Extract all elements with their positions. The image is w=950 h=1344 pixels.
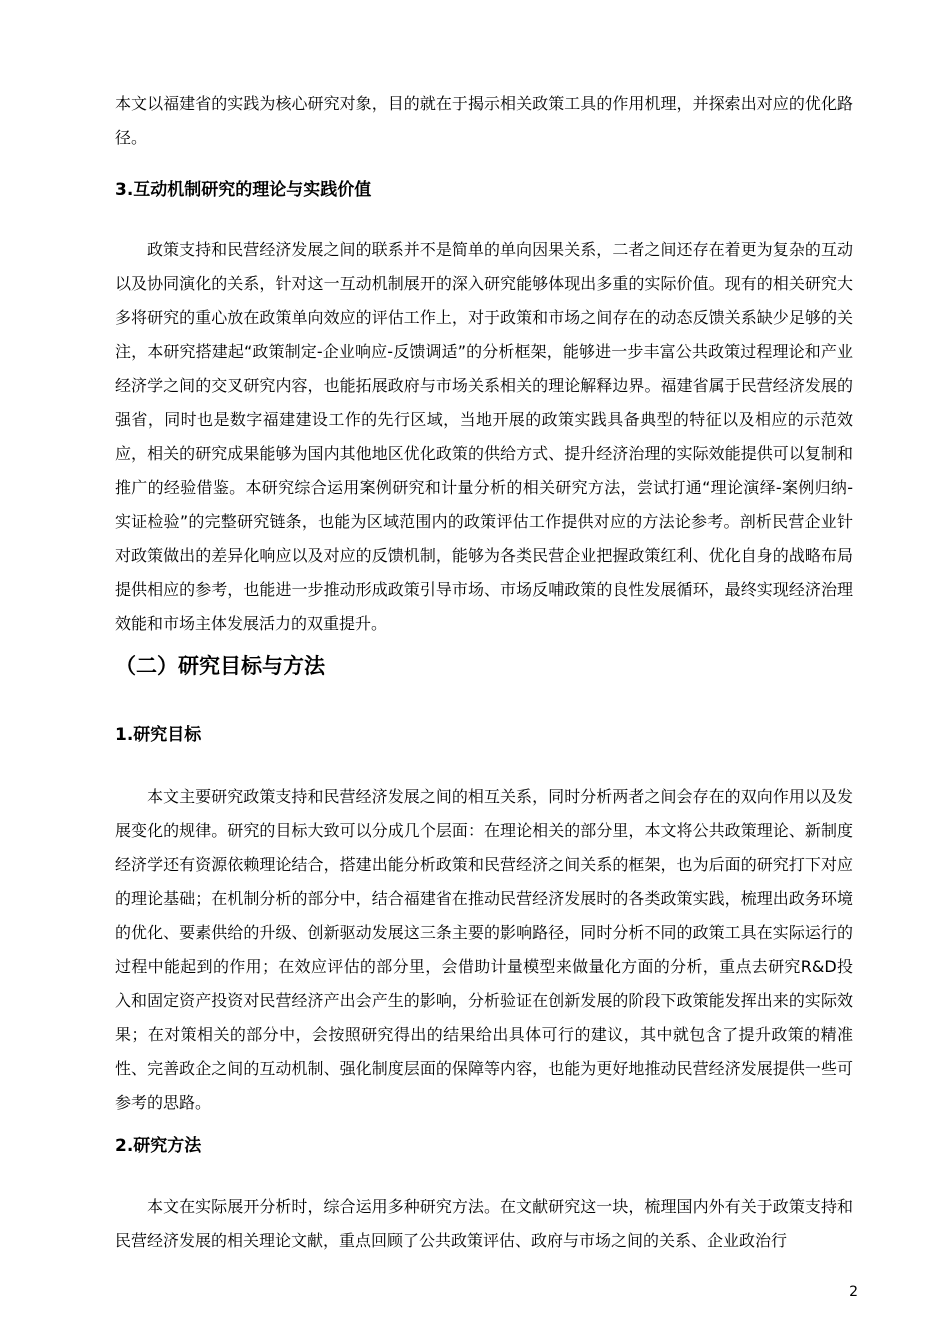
section-two-heading: （二）研究目标与方法: [115, 654, 325, 678]
section3-heading: 3.互动机制研究的理论与实践价值: [115, 180, 372, 200]
subsection1-heading: 1.研究目标: [115, 725, 202, 745]
section3-paragraph: 政策支持和民营经济发展之间的联系并不是简单的单向因果关系，二者之间还存在着更为复杂的互动以及协同演化的关系，针对这一互动机制展开的深入研究能够体现出多重的实际价值。现有的相关研究大多将研究的重心放在政策单向效应的评估工作上，对于政策和市场之间存在的动态反馈关系缺少足够的关注，本研究搭建起“政策制定-企业响应-反馈调适”的分析框架，能够进一步丰富公共政策过程理论和产业经济学之间的交叉研究内容，也能拓展政府与市场关系相关的理论解释边界。福建省属于民营经济发展的强省，同时也是数字福建建设工作的先行区域，当地开展的政策实践具备典型的特征以及相应的示范效应，相关的研究成果能够为国内其他地区优化政策的供给方式、提升经济治理的实际效能提供可以复制和推广的经验借鉴。本研究综合运用案例研究和计量分析的相关研究方法，尝试打通“理论演绎-案例归纳-实证检验”的完整研究链条，也能为区域范围内的政策评估工作提供对应的方法论参考。剖析民营企业针对政策做出的差异化响应以及对应的反馈机制，能够为各类民营企业把握政策红利、优化自身的战略布局提供相应的参考，也能进一步推动形成政策引导市场、市场反哺政策的良性发展循环，最终实现经济治理效能和市场主体发展活力的双重提升。: [115, 240, 853, 633]
subsection2-heading: 2.研究方法: [115, 1136, 202, 1156]
intro-paragraph: 本文以福建省的实践为核心研究对象，目的就在于揭示相关政策工具的作用机理，并探索出对应的优化路径。: [115, 94, 853, 147]
subsection1-paragraph: 本文主要研究政策支持和民营经济发展之间的相互关系，同时分析两者之间会存在的双向作用以及发展变化的规律。研究的目标大致可以分成几个层面：在理论相关的部分里，本文将公共政策理论、新制度经济学还有资源依赖理论结合，搭建出能分析政策和民营经济之间关系的框架，也为后面的研究打下对应的理论基础；在机制分析的部分中，结合福建省在推动民营经济发展时的各类政策实践，梳理出政务环境的优化、要素供给的升级、创新驱动发展这三条主要的影响路径，同时分析不同的政策工具在实际运行的过程中能起到的作用；在效应评估的部分里，会借助计量模型来做量化方面的分析，重点去研究R&D投入和固定资产投资对民营经济产出会产生的影响，分析验证在创新发展的阶段下政策能发挥出来的实际效果；在对策相关的部分中，会按照研究得出的结果给出具体可行的建议，其中就包含了提升政策的精准性、完善政企之间的互动机制、强化制度层面的保障等内容，也能为更好地推动民营经济发展提供一些可参考的思路。: [115, 787, 853, 1112]
subsection2-paragraph: 本文在实际展开分析时，综合运用多种研究方法。在文献研究这一块，梳理国内外有关于政策支持和民营经济发展的相关理论文献，重点回顾了公共政策评估、政府与市场之间的关系、企业政治行: [115, 1197, 853, 1250]
page-number: 2: [849, 1284, 858, 1300]
